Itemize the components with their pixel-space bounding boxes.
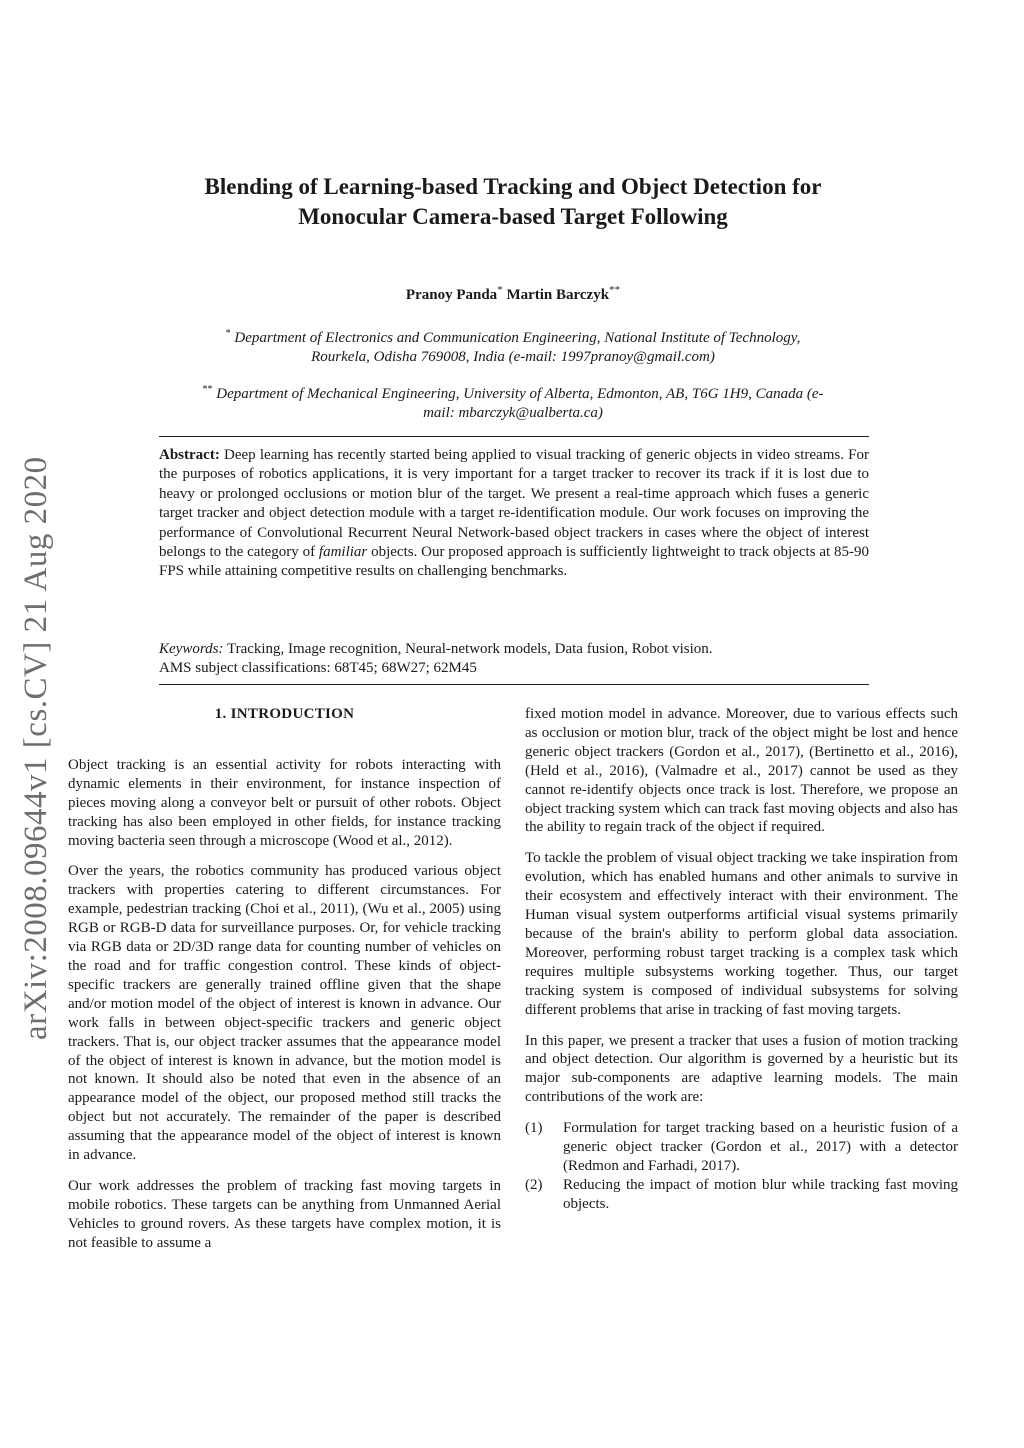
- body-paragraph: fixed motion model in advance. Moreover, due to various effects such as occlusion or motion blur, track of the object might be lost and hence generic object trackers (Gordon et al., 2017), (Bertinetto et al., 2016), (Held et al., 2016), (Valmadre et al., 2017) cannot be used as they cannot re-identify objects once track is lost. Therefore, we propose an object tracking system which can track fast moving objects and also has the ability to regain track of the object if required.: [525, 706, 958, 836]
- author-mark: *: [497, 284, 503, 296]
- author-name: Martin Barczyk: [506, 287, 610, 303]
- affiliation-text: Department of Mechanical Engineering, University of Alberta, Edmonton, AB, T6G 1H9, Canada (e-mail: mbarczyk@ualberta.ca): [216, 386, 824, 421]
- abstract: [159, 446, 869, 582]
- affiliation: [200, 325, 826, 366]
- section-heading: 1. INTRODUCTION: [214, 706, 355, 722]
- list-item: [525, 1119, 958, 1176]
- list-item-text: Formulation for target tracking based on a heuristic fusion of a generic object tracker (Gordon et al., 2017) with a detector (Redmon and Farhadi, 2017).: [563, 1120, 958, 1174]
- affiliation-text: Department of Electronics and Communication Engineering, National Institute of Technology, Rourkela, Odisha 769008, India (e-mail: 1997pranoy@gmail.com): [234, 330, 801, 365]
- arxiv-identifier-stamp: arXiv:2008.09644v1 [cs.CV] 21 Aug 2020: [18, 456, 54, 1040]
- body-paragraph: Our work addresses the problem of tracking fast moving targets in mobile robotics. These targets can be anything from Unmanned Aerial Vehicles to ground rovers. As these targets have complex motion, it is not feasible to assume a: [68, 1177, 501, 1251]
- author-name: Pranoy Panda: [405, 287, 498, 303]
- list-item-number: (2): [525, 1176, 543, 1193]
- body-paragraph: In this paper, we present a tracker that uses a fusion of motion tracking and object detection. Our algorithm is governed by a heuristic but its major sub-components are adaptive learning models. The main contributions of the work are:: [525, 1032, 958, 1106]
- list-item-text: Reducing the impact of motion blur while tracking fast moving objects.: [563, 1176, 958, 1212]
- list-item-number: (1): [525, 1120, 543, 1137]
- left-column: [68, 705, 501, 1265]
- body-paragraph: Over the years, the robotics community has produced various object trackers with properties catering to different circumstances. For example, pedestrian tracking (Choi et al., 2011), (Wu et al., 2005) using RGB or RGB-D data for surveillance purposes. Or, for vehicle tracking via RGB data or 2D/3D range data for counting number of vehicles on the road and for traffic congestion control. These kinds of object-specific trackers are generally trained offline given that the shape and/or motion model of the object of interest is known in advance. Our work falls in between object-specific trackers and generic object trackers. That is, our object tracker assumes that the appearance model of the object of interest is known in advance, but the motion model is not known. It should also be noted that even in the absence of an appearance model of the object, our proposed method still tracks the object but not accurately. The remainder of the paper is described assuming that the appearance model of the object of interest is known in advance.: [68, 863, 501, 1164]
- contributions-list: [525, 1119, 958, 1214]
- body-paragraph: To tackle the problem of visual object tracking we take inspiration from evolution, which has enabled humans and other animals to survive in their ecosystem and effectively interact with their environment. The Human visual system outperforms artificial visual systems primarily because of the brain's ability to perform global data association. Moreover, performing robust target tracking is a complex task which requires multiple subsystems working together. Thus, our target tracking system is composed of individual subsystems for solving different problems that arise in tracking of fast moving targets.: [525, 850, 958, 1018]
- keywords-text: Tracking, Image recognition, Neural-network models, Data fusion, Robot vision.: [226, 641, 713, 657]
- abstract-text: Deep learning has recently started being applied to visual tracking of generic objects in video streams. For the purposes of robotics applications, it is very important for a target tracker to recover its track if it is lost due to heavy or prolonged occlusions or motion blur of the target. We present a real-time approach which fuses a generic target tracker and object detection module with a target re-identification module. Our work focuses on improving the performance of Convolutional Recurrent Neural Network-based object trackers in cases where the object of interest belongs to the category of: [159, 447, 869, 561]
- abstract-label: Abstract:: [159, 447, 220, 463]
- body-paragraph: Object tracking is an essential activity for robots interacting with dynamic elements in their environment, for instance inspection of pieces moving along a conveyor belt or pursuit of other robots. Object tracking has also been employed in other fields, for instance tracking moving bacteria seen through a microscope (Wood et al., 2012).: [68, 756, 501, 849]
- abstract-top-rule: [159, 436, 869, 437]
- abstract-bottom-rule: [159, 684, 869, 685]
- keywords-line: [159, 640, 869, 659]
- paper-title: Blending of Learning-based Tracking and Object Detection for Monocular Camera-based Target Following: [204, 174, 822, 229]
- abstract-text: objects. Our proposed approach is sufficiently lightweight to track objects at 85-90 FPS while attaining competitive results on challenging benchmarks.: [159, 544, 870, 580]
- abstract-emphasis: familiar: [318, 544, 368, 561]
- affiliation-mark: *: [225, 328, 231, 339]
- author-mark: **: [609, 284, 621, 296]
- keywords-block: [159, 640, 869, 679]
- affiliation-mark: **: [202, 384, 213, 395]
- list-item: [525, 1176, 958, 1214]
- keywords-label: Keywords:: [159, 641, 224, 657]
- author-line: [200, 284, 826, 304]
- right-column: [525, 705, 958, 1214]
- ams-classifications: AMS subject classifications: 68T45; 68W27; 62M45: [159, 660, 477, 677]
- affiliation: [200, 381, 826, 422]
